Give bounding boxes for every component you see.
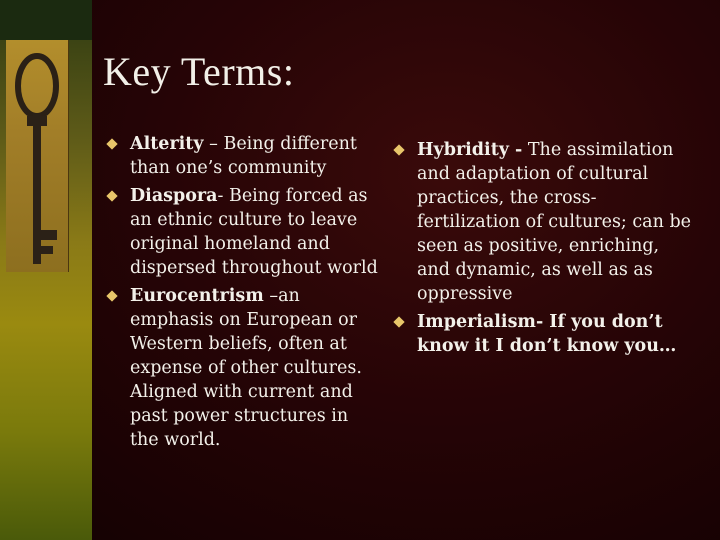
right-column	[395, 138, 695, 362]
term-label: Alterity	[130, 134, 204, 154]
term-definition: –an emphasis on European or Western beliefs, often at expense of other cultures. Aligned with current and past power structures in the world.	[130, 286, 362, 450]
slide-title: Key Terms:	[103, 49, 295, 94]
term-label: Imperialism- If you don’t know it I don’t know you…	[417, 312, 677, 356]
diamond-bullet-icon	[393, 316, 404, 327]
diamond-bullet-icon	[106, 290, 117, 301]
left-column	[108, 132, 378, 456]
term-definition: – Being different than one’s community	[130, 134, 357, 178]
antique-key-icon	[6, 40, 69, 272]
list-item	[108, 132, 378, 180]
term-label: Eurocentrism	[130, 286, 264, 306]
term-definition: - Being forced as an ethnic culture to leave original homeland and dispersed throughout world	[130, 186, 378, 278]
diamond-bullet-icon	[106, 138, 117, 149]
term-label: Diaspora	[130, 186, 218, 206]
top-left-block	[0, 0, 92, 40]
list-item	[108, 284, 378, 452]
diamond-bullet-icon	[106, 190, 117, 201]
list-item	[395, 310, 695, 358]
term-definition: The assimilation and adaptation of cultural practices, the cross-fertilization of cultures; can be seen as positive, enriching, and dynamic, as well as as oppressive	[417, 140, 692, 304]
list-item	[395, 138, 695, 306]
term-label: Hybridity -	[417, 140, 523, 160]
list-item	[108, 184, 378, 280]
diamond-bullet-icon	[393, 144, 404, 155]
